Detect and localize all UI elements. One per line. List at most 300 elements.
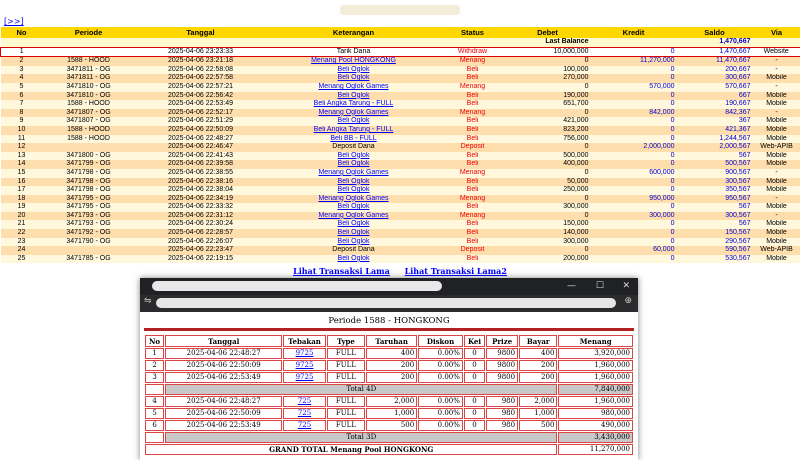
table-row [1, 178, 800, 187]
detail-col-header: Prize [486, 335, 518, 347]
cell-via: Mobile [753, 160, 800, 169]
cell-ket[interactable]: Beli Oglok [267, 238, 441, 247]
detail-cell-type: FULL [327, 396, 365, 407]
cell-ket[interactable]: Beli Oglok [267, 66, 441, 75]
cell-via: - [753, 195, 800, 204]
cell-no: 7 [1, 100, 43, 109]
detail-cell-no: 6 [145, 420, 164, 431]
cell-debet: 823,200 [505, 126, 591, 135]
detail-cell-menang: 980,000 [558, 408, 633, 419]
cell-saldo: 842,367 [677, 109, 753, 118]
col-header: Tanggal [135, 27, 267, 38]
cell-status: Withdraw [441, 47, 505, 57]
cell-tanggal: 2025-04-06 22:19:15 [135, 255, 267, 264]
close-icon[interactable]: ✕ [622, 281, 630, 291]
cell-status: Beli [441, 160, 505, 169]
cell-periode: 3471811 - OG [43, 74, 135, 83]
detail-cell-diskon: 0.00% [418, 348, 463, 359]
table-row [1, 92, 800, 101]
cell-kredit: 0 [591, 203, 677, 212]
detail-cell-taruhan: 200 [366, 372, 417, 383]
top-banner [0, 0, 800, 18]
cell-via: - [753, 109, 800, 118]
cell-no: 9 [1, 117, 43, 126]
cell-ket: Tarik Dana [267, 47, 441, 57]
col-header: Debet [505, 27, 591, 38]
table-row [1, 66, 800, 75]
detail-cell-tebakan[interactable]: 9725 [283, 348, 326, 359]
detail-cell-bayar: 1,000 [519, 408, 557, 419]
cell-ket[interactable]: Menang Oglok Games [267, 83, 441, 92]
cell-no: 24 [1, 246, 43, 255]
cell-status: Menang [441, 169, 505, 178]
detail-col-header: No [145, 335, 164, 347]
cell-debet: 150,000 [505, 220, 591, 229]
cell-tanggal: 2025-04-06 23:23:33 [135, 47, 267, 57]
cell-saldo: 590,567 [677, 246, 753, 255]
cell-status: Beli [441, 229, 505, 238]
address-bar [140, 295, 638, 312]
cell-no: 3 [1, 66, 43, 75]
detail-col-header: Menang [558, 335, 633, 347]
cell-via: Web-APIB [753, 143, 800, 152]
cell-tanggal: 2025-04-06 22:39:58 [135, 160, 267, 169]
cell-periode: 3471807 - OG [43, 109, 135, 118]
cell-via: Web-APIB [753, 246, 800, 255]
detail-col-header: Tanggal [165, 335, 282, 347]
cell-saldo: 290,567 [677, 238, 753, 247]
detail-cell-kei: 0 [464, 348, 485, 359]
detail-cell-tebakan[interactable]: 9725 [283, 360, 326, 371]
col-header: Status [441, 27, 505, 38]
cell-saldo: 567 [677, 203, 753, 212]
cell-debet: 200,000 [505, 255, 591, 264]
cell-ket[interactable]: Menang Oglok Games [267, 212, 441, 221]
total-3d-row [145, 432, 633, 443]
cell-status: Beli [441, 74, 505, 83]
cell-no: 6 [1, 92, 43, 101]
cell-no: 11 [1, 135, 43, 144]
cell-periode [43, 143, 135, 152]
cell-status: Beli [441, 135, 505, 144]
cell-saldo: 300,567 [677, 212, 753, 221]
cell-debet: 250,000 [505, 186, 591, 195]
cell-tanggal: 2025-04-06 22:34:19 [135, 195, 267, 204]
col-header: No [1, 27, 43, 38]
table-row [1, 169, 800, 178]
total-4d-row [145, 384, 633, 395]
cell-debet: 421,000 [505, 117, 591, 126]
cell-kredit: 0 [591, 126, 677, 135]
cell-ket[interactable]: Beli Oglok [267, 74, 441, 83]
cell-status: Beli [441, 178, 505, 187]
last-balance-value: 1,470,667 [677, 38, 753, 47]
cell-tanggal: 2025-04-06 22:56:42 [135, 92, 267, 101]
cell-no: 5 [1, 83, 43, 92]
detail-cell-type: FULL [327, 372, 365, 383]
detail-row [145, 360, 633, 371]
cell-ket[interactable]: Beli Oglok [267, 178, 441, 187]
cell-kredit: 0 [591, 92, 677, 101]
detail-cell-prize: 980 [486, 408, 518, 419]
cell-via: - [753, 57, 800, 66]
cell-ket[interactable]: Beli Oglok [267, 186, 441, 195]
detail-row [145, 348, 633, 359]
col-header: Via [753, 27, 800, 38]
detail-row [145, 396, 633, 407]
cell-via: Mobile [753, 220, 800, 229]
cell-kredit: 11,270,000 [591, 57, 677, 66]
cell-status: Beli [441, 203, 505, 212]
cell-periode: 3471790 - OG [43, 238, 135, 247]
detail-cell-menang: 490,000 [558, 420, 633, 431]
cell-ket[interactable]: Beli Angka Tarung - FULL [267, 126, 441, 135]
detail-cell-tanggal: 2025-04-06 22:48:27 [165, 348, 282, 359]
cell-via: Mobile [753, 238, 800, 247]
cell-debet: 756,000 [505, 135, 591, 144]
cell-via: Mobile [753, 126, 800, 135]
cell-periode: 3471799 - OG [43, 160, 135, 169]
total-4d-row-value: 7,840,000 [558, 384, 633, 395]
cell-no: 12 [1, 143, 43, 152]
maximize-icon[interactable]: ☐ [595, 281, 604, 291]
zoom-icon[interactable]: ⊕ [624, 296, 632, 306]
cell-tanggal: 2025-04-06 22:57:58 [135, 74, 267, 83]
cell-no: 25 [1, 255, 43, 264]
cell-debet: 651,700 [505, 100, 591, 109]
cell-via: Mobile [753, 100, 800, 109]
total-3d-row-value: 3,430,000 [558, 432, 633, 443]
cell-kredit: 0 [591, 100, 677, 109]
last-balance-row [1, 38, 800, 47]
popup-titlebar [140, 278, 638, 295]
cell-debet: 400,000 [505, 160, 591, 169]
cell-ket[interactable]: Beli Oglok [267, 92, 441, 101]
detail-cell-tanggal: 2025-04-06 22:48:27 [165, 396, 282, 407]
grand-total-row [145, 444, 633, 455]
cell-kredit: 0 [591, 66, 677, 75]
cell-via: Mobile [753, 152, 800, 161]
detail-cell-tebakan[interactable]: 9725 [283, 372, 326, 383]
table-row [1, 57, 800, 66]
cell-saldo: 421,367 [677, 126, 753, 135]
cell-periode: 3471792 - OG [43, 229, 135, 238]
detail-cell-diskon: 0.00% [418, 408, 463, 419]
cell-no: 2 [1, 57, 43, 66]
cell-saldo: 300,667 [677, 74, 753, 83]
col-header: Keterangan [267, 27, 441, 38]
table-row [1, 246, 800, 255]
cell-status: Deposit [441, 246, 505, 255]
col-header: Saldo [677, 27, 753, 38]
cell-status: Beli [441, 126, 505, 135]
cell-periode: 1588 - HOOD [43, 100, 135, 109]
cell-saldo: 367 [677, 117, 753, 126]
cell-ket[interactable]: Menang Oglok Games [267, 195, 441, 204]
cell-no: 16 [1, 178, 43, 187]
detail-cell-menang: 3,920,000 [558, 348, 633, 359]
cell-debet: 0 [505, 109, 591, 118]
cell-saldo: 1,470,667 [677, 47, 753, 57]
cell-ket[interactable]: Beli Oglok [267, 229, 441, 238]
detail-cell-no: 5 [145, 408, 164, 419]
cell-kredit: 0 [591, 255, 677, 264]
cell-ket: Deposit Dana [267, 246, 441, 255]
minimize-icon[interactable]: — [567, 281, 576, 291]
cell-status: Menang [441, 212, 505, 221]
table-row [1, 135, 800, 144]
cell-periode: 3471793 - OG [43, 212, 135, 221]
cell-saldo: 2,000,567 [677, 143, 753, 152]
cell-debet: 140,000 [505, 229, 591, 238]
col-header: Kredit [591, 27, 677, 38]
detail-cell-no: 1 [145, 348, 164, 359]
cell-saldo: 150,567 [677, 229, 753, 238]
cell-no: 1 [1, 47, 43, 57]
cell-periode: 1588 - HOOD [43, 57, 135, 66]
cell-via: Mobile [753, 74, 800, 83]
cell-periode: 3471785 - OG [43, 255, 135, 264]
cell-ket[interactable]: Beli Oglok [267, 220, 441, 229]
table-row [1, 152, 800, 161]
cell-tanggal: 2025-04-06 22:46:47 [135, 143, 267, 152]
cell-no: 18 [1, 195, 43, 204]
detail-cell-prize: 980 [486, 396, 518, 407]
cell-no: 17 [1, 186, 43, 195]
cell-debet: 100,000 [505, 66, 591, 75]
cell-periode: 3471810 - OG [43, 83, 135, 92]
table-row [1, 255, 800, 264]
detail-cell-taruhan: 400 [366, 348, 417, 359]
cell-via: Mobile [753, 92, 800, 101]
cell-periode [43, 246, 135, 255]
cell-debet: 0 [505, 195, 591, 204]
detail-col-header: Tebakan [283, 335, 326, 347]
cell-status: Beli [441, 238, 505, 247]
cell-via: Mobile [753, 178, 800, 187]
cell-saldo: 667 [677, 92, 753, 101]
total-4d-row-label: Total 4D [165, 384, 557, 395]
cell-kredit: 0 [591, 186, 677, 195]
cell-no: 20 [1, 212, 43, 221]
detail-cell-tanggal: 2025-04-06 22:50:09 [165, 408, 282, 419]
detail-cell-taruhan: 1,000 [366, 408, 417, 419]
cell-no: 14 [1, 160, 43, 169]
detail-col-header: Kei [464, 335, 485, 347]
detail-cell-menang: 1,960,000 [558, 372, 633, 383]
popup-window [140, 278, 638, 460]
cell-no: 13 [1, 152, 43, 161]
cell-tanggal: 2025-04-06 22:57:21 [135, 83, 267, 92]
cell-tanggal: 2025-04-06 22:51:29 [135, 117, 267, 126]
cell-ket[interactable]: Menang Pool HONGKONG [267, 57, 441, 66]
table-row [1, 74, 800, 83]
cell-tanggal: 2025-04-06 22:23:47 [135, 246, 267, 255]
cell-saldo: 500,567 [677, 160, 753, 169]
cell-status: Beli [441, 100, 505, 109]
cell-ket[interactable]: Beli Oglok [267, 255, 441, 264]
cell-periode: 3471807 - OG [43, 117, 135, 126]
detail-col-header: Bayar [519, 335, 557, 347]
detail-col-header: Diskon [418, 335, 463, 347]
cell-debet: 0 [505, 83, 591, 92]
cell-saldo: 1,244,567 [677, 135, 753, 144]
url-field[interactable] [156, 298, 616, 308]
cell-periode: 3471810 - OG [43, 92, 135, 101]
cell-via: - [753, 83, 800, 92]
detail-cell-no: 3 [145, 372, 164, 383]
table-row [1, 238, 800, 247]
cell-ket[interactable]: Beli Oglok [267, 203, 441, 212]
cell-saldo: 190,667 [677, 100, 753, 109]
popup-title: Periode 1588 - HONGKONG [328, 316, 450, 326]
detail-cell-taruhan: 2,000 [366, 396, 417, 407]
detail-cell-menang: 1,960,000 [558, 396, 633, 407]
table-row [1, 160, 800, 169]
cell-via: Mobile [753, 135, 800, 144]
cell-debet: 270,000 [505, 74, 591, 83]
detail-cell-tanggal: 2025-04-06 22:53:49 [165, 420, 282, 431]
cell-tanggal: 2025-04-06 22:28:57 [135, 229, 267, 238]
cell-status: Beli [441, 92, 505, 101]
detail-cell-diskon: 0.00% [418, 372, 463, 383]
cell-kredit: 0 [591, 74, 677, 83]
detail-cell-diskon: 0.00% [418, 360, 463, 371]
cell-periode: 1588 - HOOD [43, 135, 135, 144]
detail-cell-prize: 980 [486, 420, 518, 431]
history-links [0, 266, 800, 276]
cell-kredit: 300,000 [591, 212, 677, 221]
cell-tanggal: 2025-04-06 22:30:24 [135, 220, 267, 229]
cell-periode: 3471811 - OG [43, 66, 135, 75]
cell-tanggal: 2025-04-06 23:21:18 [135, 57, 267, 66]
table-row [1, 195, 800, 204]
table-header [1, 27, 800, 38]
cell-saldo: 570,667 [677, 83, 753, 92]
cell-via: Mobile [753, 255, 800, 264]
cell-saldo: 300,567 [677, 178, 753, 187]
cell-no: 23 [1, 238, 43, 247]
detail-cell-kei: 0 [464, 396, 485, 407]
detail-cell-type: FULL [327, 420, 365, 431]
table-row [1, 143, 800, 152]
cell-ket[interactable]: Beli Angka Tarung - FULL [267, 100, 441, 109]
cell-periode: 3471793 - OG [43, 220, 135, 229]
table-row [1, 47, 800, 57]
cell-kredit: 0 [591, 178, 677, 187]
cell-kredit: 570,000 [591, 83, 677, 92]
cell-periode: 3471798 - OG [43, 169, 135, 178]
detail-cell-type: FULL [327, 360, 365, 371]
cell-no: 15 [1, 169, 43, 178]
detail-row [145, 372, 633, 383]
cell-debet: 10,000,000 [505, 47, 591, 57]
detail-cell-tebakan[interactable]: 725 [283, 420, 326, 431]
cell-debet: 500,000 [505, 152, 591, 161]
cell-saldo: 350,567 [677, 186, 753, 195]
detail-cell-type: FULL [327, 408, 365, 419]
cell-periode: 3471795 - OG [43, 195, 135, 204]
table-row [1, 229, 800, 238]
cell-tanggal: 2025-04-06 22:58:08 [135, 66, 267, 75]
cell-via: - [753, 66, 800, 75]
cell-no: 21 [1, 220, 43, 229]
detail-cell-diskon: 0.00% [418, 396, 463, 407]
table-row [1, 100, 800, 109]
cell-saldo: 11,470,667 [677, 57, 753, 66]
lihat-transaksi-lama2-link[interactable]: Lihat Transaksi Lama2 [404, 266, 507, 276]
cell-kredit: 60,000 [591, 246, 677, 255]
cell-ket: Deposit Dana [267, 143, 441, 152]
site-settings-icon[interactable]: ⇋ [144, 296, 152, 306]
detail-cell-tanggal: 2025-04-06 22:53:49 [165, 372, 282, 383]
cell-debet: 0 [505, 212, 591, 221]
cell-ket[interactable]: Beli Oglok [267, 117, 441, 126]
cell-debet: 190,000 [505, 92, 591, 101]
cell-saldo: 950,567 [677, 195, 753, 204]
detail-cell-diskon: 0.00% [418, 420, 463, 431]
cell-ket[interactable]: Beli Oglok [267, 152, 441, 161]
cell-no: 22 [1, 229, 43, 238]
cell-ket[interactable]: Menang Oglok Games [267, 169, 441, 178]
table-row [1, 117, 800, 126]
cell-status: Beli [441, 117, 505, 126]
cell-periode: 3471798 - OG [43, 186, 135, 195]
cell-ket[interactable]: Menang Oglok Games [267, 109, 441, 118]
detail-table [144, 334, 634, 456]
detail-cell-taruhan: 500 [366, 420, 417, 431]
detail-cell-tebakan[interactable]: 725 [283, 396, 326, 407]
cell-no: 19 [1, 203, 43, 212]
table-row [1, 83, 800, 92]
detail-cell-kei: 0 [464, 420, 485, 431]
cell-periode: 3471795 - OG [43, 203, 135, 212]
col-header: Periode [43, 27, 135, 38]
cell-status: Beli [441, 186, 505, 195]
cell-tanggal: 2025-04-06 22:53:49 [135, 100, 267, 109]
cell-debet: 0 [505, 169, 591, 178]
cell-saldo: 567 [677, 220, 753, 229]
cell-via: Website [753, 47, 800, 57]
lihat-transaksi-lama-link[interactable]: Lihat Transaksi Lama [293, 266, 390, 276]
cell-kredit: 2,000,000 [591, 143, 677, 152]
cell-kredit: 0 [591, 220, 677, 229]
cell-via: - [753, 212, 800, 221]
last-balance-label: Last Balance [1, 38, 591, 47]
cell-debet: 300,000 [505, 203, 591, 212]
cell-saldo: 530,567 [677, 255, 753, 264]
detail-cell-prize: 9800 [486, 360, 518, 371]
cell-tanggal: 2025-04-06 22:31:12 [135, 212, 267, 221]
cell-status: Beli [441, 220, 505, 229]
detail-cell-bayar: 200 [519, 360, 557, 371]
title-divider [144, 328, 634, 331]
cell-periode [43, 47, 135, 57]
cell-ket[interactable]: Beli Oglok [267, 160, 441, 169]
cell-debet: 0 [505, 246, 591, 255]
cell-kredit: 0 [591, 229, 677, 238]
table-row [1, 220, 800, 229]
cell-ket[interactable]: Beli BB - FULL [267, 135, 441, 144]
detail-cell-kei: 0 [464, 372, 485, 383]
cell-kredit: 842,000 [591, 109, 677, 118]
detail-cell-tebakan[interactable]: 725 [283, 408, 326, 419]
detail-cell-bayar: 500 [519, 420, 557, 431]
next-page-link[interactable]: [>>] [4, 17, 24, 26]
cell-tanggal: 2025-04-06 22:48:27 [135, 135, 267, 144]
detail-cell-bayar: 2,000 [519, 396, 557, 407]
cell-saldo: 567 [677, 152, 753, 161]
